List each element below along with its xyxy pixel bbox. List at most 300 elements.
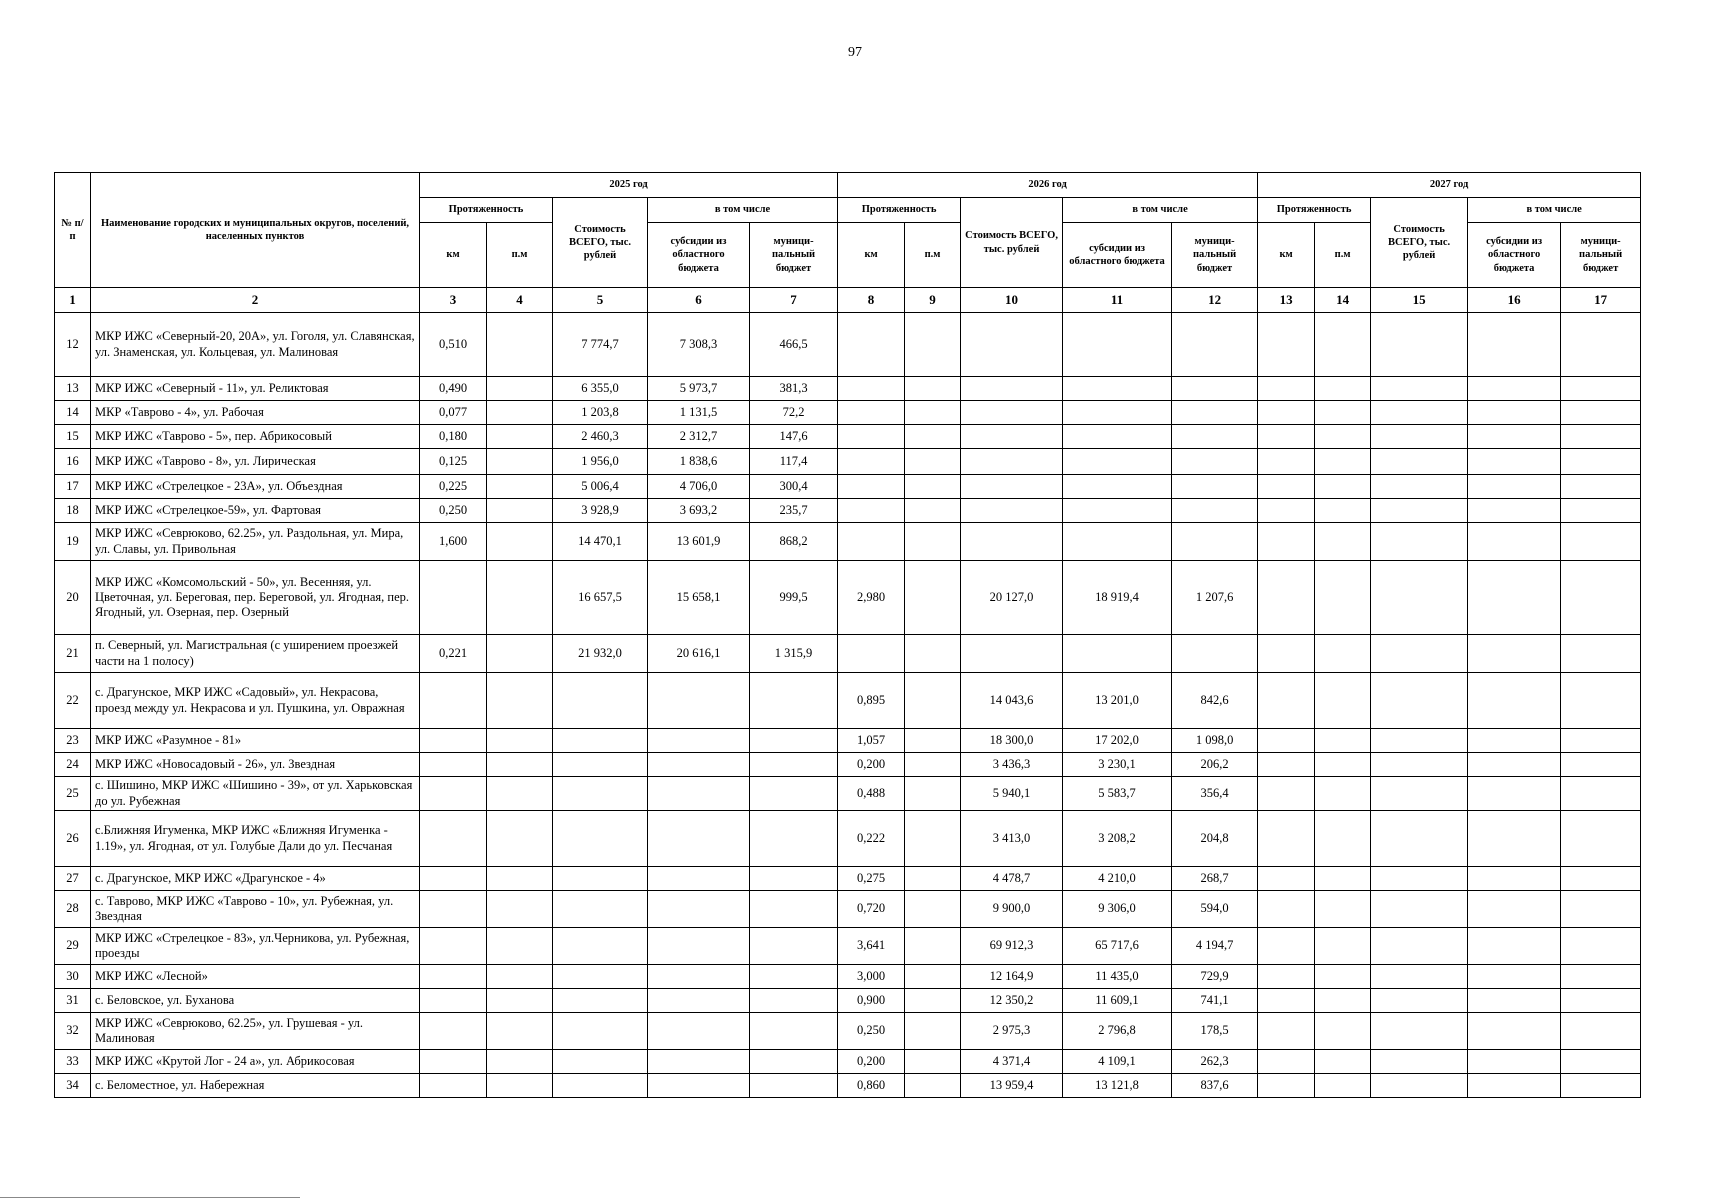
row-value: [1172, 401, 1258, 425]
row-value: 4 109,1: [1063, 1050, 1172, 1074]
row-value: 13 959,4: [961, 1074, 1063, 1098]
row-value: [553, 891, 648, 928]
row-number: 26: [55, 811, 91, 867]
row-value: [905, 989, 961, 1013]
row-value: 0,250: [420, 499, 487, 523]
row-value: [1561, 475, 1641, 499]
row-value: [1468, 1074, 1561, 1098]
row-value: [961, 313, 1063, 377]
row-value: 235,7: [750, 499, 838, 523]
row-value: [1468, 523, 1561, 561]
row-number: 34: [55, 1074, 91, 1098]
row-value: [1258, 1074, 1315, 1098]
row-value: [553, 867, 648, 891]
row-value: 7 308,3: [648, 313, 750, 377]
header-length-2025: Протяженность: [420, 198, 553, 223]
row-value: [420, 928, 487, 965]
row-value: [1468, 965, 1561, 989]
row-value: [1371, 811, 1468, 867]
row-value: [1315, 891, 1371, 928]
col-number: 7: [750, 288, 838, 313]
col-number: 13: [1258, 288, 1315, 313]
row-value: [1258, 425, 1315, 449]
row-value: [1371, 777, 1468, 811]
row-value: [1468, 777, 1561, 811]
table-row: [55, 811, 1641, 867]
row-value: [1258, 753, 1315, 777]
table-row: [55, 449, 1641, 475]
row-value: [1561, 777, 1641, 811]
row-name: с. Драгунское, МКР ИЖС «Драгунское - 4»: [91, 867, 420, 891]
row-value: [420, 1050, 487, 1074]
row-value: [1561, 673, 1641, 729]
row-value: [961, 401, 1063, 425]
table-row: [55, 867, 1641, 891]
row-value: [1063, 475, 1172, 499]
row-value: [1371, 377, 1468, 401]
row-value: [961, 499, 1063, 523]
row-value: [1561, 401, 1641, 425]
row-value: [487, 1074, 553, 1098]
table-row: [55, 1013, 1641, 1050]
row-value: 0,488: [838, 777, 905, 811]
row-name: МКР ИЖС «Новосадовый - 26», ул. Звездная: [91, 753, 420, 777]
row-value: [487, 425, 553, 449]
row-value: 0,222: [838, 811, 905, 867]
row-value: [1371, 561, 1468, 635]
row-value: [1315, 425, 1371, 449]
table-row: [55, 965, 1641, 989]
row-value: [648, 777, 750, 811]
row-value: 4 478,7: [961, 867, 1063, 891]
row-value: [1258, 523, 1315, 561]
row-value: [838, 401, 905, 425]
table-row: [55, 561, 1641, 635]
row-value: 12 164,9: [961, 965, 1063, 989]
row-name: МКР ИЖС «Таврово - 5», пер. Абрикосовый: [91, 425, 420, 449]
row-value: 178,5: [1172, 1013, 1258, 1050]
row-value: [1371, 729, 1468, 753]
row-value: 0,200: [838, 753, 905, 777]
row-value: [905, 729, 961, 753]
table-row: [55, 377, 1641, 401]
row-value: [1258, 635, 1315, 673]
row-name: п. Северный, ул. Магистральная (с уширением проезжей части на 1 полосу): [91, 635, 420, 673]
row-value: 868,2: [750, 523, 838, 561]
row-value: [1371, 499, 1468, 523]
row-value: 0,077: [420, 401, 487, 425]
row-value: [1063, 499, 1172, 523]
row-value: 3 436,3: [961, 753, 1063, 777]
row-value: [648, 1050, 750, 1074]
page-number: 97: [848, 45, 862, 60]
row-value: [648, 989, 750, 1013]
row-value: [487, 499, 553, 523]
row-value: [905, 499, 961, 523]
row-value: [1315, 965, 1371, 989]
col-number: 8: [838, 288, 905, 313]
row-value: [1315, 401, 1371, 425]
row-value: [1561, 965, 1641, 989]
row-value: 13 601,9: [648, 523, 750, 561]
row-value: [1371, 313, 1468, 377]
row-value: 3 208,2: [1063, 811, 1172, 867]
row-value: 147,6: [750, 425, 838, 449]
row-value: [487, 928, 553, 965]
header-cost-2026: Стоимость ВСЕГО, тыс. рублей: [961, 198, 1063, 288]
row-value: [553, 777, 648, 811]
row-value: [1561, 1074, 1641, 1098]
row-value: 4 371,4: [961, 1050, 1063, 1074]
row-value: [1172, 313, 1258, 377]
row-value: [1371, 475, 1468, 499]
row-value: 9 900,0: [961, 891, 1063, 928]
row-value: [553, 811, 648, 867]
row-value: [553, 928, 648, 965]
row-value: 0,275: [838, 867, 905, 891]
row-value: [1468, 989, 1561, 1013]
row-value: [1315, 673, 1371, 729]
col-number: 10: [961, 288, 1063, 313]
row-value: [961, 425, 1063, 449]
row-number: 23: [55, 729, 91, 753]
row-value: [648, 928, 750, 965]
row-value: 0,180: [420, 425, 487, 449]
table-row: [55, 673, 1641, 729]
row-value: [1172, 635, 1258, 673]
row-number: 28: [55, 891, 91, 928]
row-value: [905, 811, 961, 867]
col-number: 17: [1561, 288, 1641, 313]
row-value: [905, 928, 961, 965]
row-value: [487, 523, 553, 561]
row-value: 1 315,9: [750, 635, 838, 673]
row-value: [420, 867, 487, 891]
row-value: 1 131,5: [648, 401, 750, 425]
row-value: [1063, 635, 1172, 673]
header-km-2026: км: [838, 223, 905, 288]
row-value: 7 774,7: [553, 313, 648, 377]
row-value: [553, 753, 648, 777]
row-value: [1371, 449, 1468, 475]
table-row: [55, 989, 1641, 1013]
row-value: 5 940,1: [961, 777, 1063, 811]
row-name: МКР ИЖС «Стрелецкое-59», ул. Фартовая: [91, 499, 420, 523]
row-value: [487, 989, 553, 1013]
row-value: [905, 313, 961, 377]
row-value: [905, 777, 961, 811]
row-value: [1468, 867, 1561, 891]
row-value: [750, 811, 838, 867]
row-value: [750, 753, 838, 777]
row-value: [838, 449, 905, 475]
row-value: [1315, 561, 1371, 635]
row-name: с. Драгунское, МКР ИЖС «Садовый», ул. Некрасова, проезд между ул. Некрасова и ул. Пушкина, ул. Овражная: [91, 673, 420, 729]
row-value: [1258, 891, 1315, 928]
row-value: 11 435,0: [1063, 965, 1172, 989]
row-value: [648, 891, 750, 928]
row-number: 12: [55, 313, 91, 377]
row-number: 32: [55, 1013, 91, 1050]
row-value: [1371, 401, 1468, 425]
row-value: 0,900: [838, 989, 905, 1013]
row-name: МКР ИЖС «Комсомольский - 50», ул. Весенняя, ул. Цветочная, ул. Береговая, пер. Береговой, ул. Ягодная, пер. Ягодный, ул. Озерная, пер. Озерный: [91, 561, 420, 635]
row-value: [905, 1074, 961, 1098]
row-value: [1258, 499, 1315, 523]
row-name: МКР ИЖС «Стрелецкое - 83», ул.Черникова, ул. Рубежная, проезды: [91, 928, 420, 965]
header-year-2025: 2025 год: [420, 173, 838, 198]
row-value: 2 796,8: [1063, 1013, 1172, 1050]
row-value: [905, 425, 961, 449]
row-value: 381,3: [750, 377, 838, 401]
row-value: 17 202,0: [1063, 729, 1172, 753]
row-value: [487, 635, 553, 673]
row-name: с. Беломестное, ул. Набережная: [91, 1074, 420, 1098]
header-cost-2025: Стоимость ВСЕГО, тыс. рублей: [553, 198, 648, 288]
row-value: [1172, 425, 1258, 449]
row-value: 0,860: [838, 1074, 905, 1098]
table-row: [55, 777, 1641, 811]
row-value: [1561, 561, 1641, 635]
row-value: [1258, 989, 1315, 1013]
row-value: [648, 965, 750, 989]
row-value: [1561, 523, 1641, 561]
row-value: [487, 401, 553, 425]
row-value: [1315, 1050, 1371, 1074]
row-value: 1,057: [838, 729, 905, 753]
row-value: 204,8: [1172, 811, 1258, 867]
row-value: [420, 965, 487, 989]
row-value: [487, 753, 553, 777]
header-name: Наименование городских и муниципальных округов, поселений, населенных пунктов: [91, 173, 420, 288]
row-value: 21 932,0: [553, 635, 648, 673]
table-row: [55, 753, 1641, 777]
row-value: [1371, 965, 1468, 989]
row-value: [1468, 425, 1561, 449]
row-value: [961, 475, 1063, 499]
row-value: 837,6: [1172, 1074, 1258, 1098]
header-km-2025: км: [420, 223, 487, 288]
row-value: [1468, 811, 1561, 867]
col-number: 15: [1371, 288, 1468, 313]
row-value: [1315, 928, 1371, 965]
row-value: [1371, 867, 1468, 891]
header-length-2027: Протяженность: [1258, 198, 1371, 223]
row-value: [1258, 1050, 1315, 1074]
row-value: [1258, 729, 1315, 753]
row-value: 0,200: [838, 1050, 905, 1074]
row-value: 206,2: [1172, 753, 1258, 777]
row-value: [553, 729, 648, 753]
row-value: [750, 729, 838, 753]
row-value: [1561, 729, 1641, 753]
row-value: [1468, 1013, 1561, 1050]
row-value: [1371, 1074, 1468, 1098]
row-value: 4 210,0: [1063, 867, 1172, 891]
row-value: 999,5: [750, 561, 838, 635]
row-value: 14 043,6: [961, 673, 1063, 729]
row-value: 1 203,8: [553, 401, 648, 425]
row-value: [1468, 449, 1561, 475]
header-pm-2027: п.м: [1315, 223, 1371, 288]
header-subsidy-2027: субсидии из областного бюджета: [1468, 223, 1561, 288]
row-value: 1 956,0: [553, 449, 648, 475]
row-value: 0,490: [420, 377, 487, 401]
row-value: [1561, 449, 1641, 475]
row-value: [420, 753, 487, 777]
row-value: [750, 673, 838, 729]
row-value: 2 460,3: [553, 425, 648, 449]
row-value: [648, 867, 750, 891]
row-value: [648, 1013, 750, 1050]
row-value: [1315, 475, 1371, 499]
row-value: [1315, 313, 1371, 377]
row-value: [1371, 753, 1468, 777]
row-value: [1468, 1050, 1561, 1074]
table-row: [55, 1050, 1641, 1074]
row-value: [1063, 523, 1172, 561]
header-subsidy-2026: субсидии из областного бюджета: [1063, 223, 1172, 288]
row-value: [487, 377, 553, 401]
row-value: [905, 561, 961, 635]
row-value: [1371, 425, 1468, 449]
row-value: 0,895: [838, 673, 905, 729]
row-name: МКР «Таврово - 4», ул. Рабочая: [91, 401, 420, 425]
row-value: [420, 1013, 487, 1050]
row-value: [487, 475, 553, 499]
row-value: [905, 635, 961, 673]
row-number: 25: [55, 777, 91, 811]
column-number-row: [55, 288, 1641, 313]
header-no: № п/п: [55, 173, 91, 288]
row-name: МКР ИЖС «Севрюково, 62.25», ул. Грушевая - ул. Малиновая: [91, 1013, 420, 1050]
row-value: [1063, 313, 1172, 377]
row-value: [420, 729, 487, 753]
row-value: [838, 523, 905, 561]
row-value: [420, 673, 487, 729]
row-value: 6 355,0: [553, 377, 648, 401]
row-value: [1561, 425, 1641, 449]
row-value: 594,0: [1172, 891, 1258, 928]
row-value: [1371, 928, 1468, 965]
row-value: [905, 523, 961, 561]
col-number: 5: [553, 288, 648, 313]
row-value: 3 230,1: [1063, 753, 1172, 777]
row-value: 4 194,7: [1172, 928, 1258, 965]
table-row: [55, 401, 1641, 425]
row-value: [1315, 1013, 1371, 1050]
col-number: 6: [648, 288, 750, 313]
row-value: [1371, 635, 1468, 673]
row-value: [1561, 989, 1641, 1013]
row-value: [1561, 635, 1641, 673]
row-value: [1315, 1074, 1371, 1098]
row-value: [1315, 523, 1371, 561]
row-value: [1561, 891, 1641, 928]
row-value: [750, 1050, 838, 1074]
row-value: [1172, 475, 1258, 499]
row-value: [487, 1013, 553, 1050]
row-value: [420, 811, 487, 867]
row-value: 0,221: [420, 635, 487, 673]
row-value: 9 306,0: [1063, 891, 1172, 928]
row-value: [1172, 523, 1258, 561]
header-year-2026: 2026 год: [838, 173, 1258, 198]
row-number: 17: [55, 475, 91, 499]
table-row: [55, 313, 1641, 377]
row-name: МКР ИЖС «Лесной»: [91, 965, 420, 989]
table-row: [55, 1074, 1641, 1098]
row-value: [1258, 1013, 1315, 1050]
row-value: [905, 401, 961, 425]
row-name: МКР ИЖС «Крутой Лог - 24 а», ул. Абрикосовая: [91, 1050, 420, 1074]
table-row: [55, 928, 1641, 965]
row-value: [1371, 1013, 1468, 1050]
row-value: 5 006,4: [553, 475, 648, 499]
row-value: [905, 891, 961, 928]
row-number: 21: [55, 635, 91, 673]
header-municipal-2025: муници-пальный бюджет: [750, 223, 838, 288]
col-number: 4: [487, 288, 553, 313]
row-value: [553, 989, 648, 1013]
row-number: 16: [55, 449, 91, 475]
row-number: 18: [55, 499, 91, 523]
row-value: [838, 377, 905, 401]
row-value: 117,4: [750, 449, 838, 475]
row-value: 3 693,2: [648, 499, 750, 523]
row-value: [420, 561, 487, 635]
row-value: [1561, 1050, 1641, 1074]
row-value: 0,720: [838, 891, 905, 928]
row-value: [750, 891, 838, 928]
row-value: 18 300,0: [961, 729, 1063, 753]
row-value: [1258, 811, 1315, 867]
table-row: [55, 729, 1641, 753]
row-number: 30: [55, 965, 91, 989]
row-value: 12 350,2: [961, 989, 1063, 1013]
row-value: [648, 1074, 750, 1098]
row-value: [1315, 753, 1371, 777]
row-value: [1561, 499, 1641, 523]
row-value: 4 706,0: [648, 475, 750, 499]
row-value: 842,6: [1172, 673, 1258, 729]
row-value: [750, 1013, 838, 1050]
row-value: 0,225: [420, 475, 487, 499]
row-value: [1172, 377, 1258, 401]
row-value: [905, 1013, 961, 1050]
row-value: 5 583,7: [1063, 777, 1172, 811]
row-value: 0,125: [420, 449, 487, 475]
row-value: [905, 377, 961, 401]
row-value: [553, 1050, 648, 1074]
row-value: [1468, 753, 1561, 777]
row-value: 15 658,1: [648, 561, 750, 635]
row-value: [420, 891, 487, 928]
row-value: [750, 1074, 838, 1098]
row-value: [905, 965, 961, 989]
row-number: 13: [55, 377, 91, 401]
row-value: [905, 867, 961, 891]
row-value: [838, 475, 905, 499]
col-number: 2: [91, 288, 420, 313]
row-value: 466,5: [750, 313, 838, 377]
row-value: [961, 523, 1063, 561]
row-name: с. Беловское, ул. Буханова: [91, 989, 420, 1013]
row-value: [1561, 377, 1641, 401]
row-value: [1371, 891, 1468, 928]
row-name: с. Таврово, МКР ИЖС «Таврово - 10», ул. Рубежная, ул. Звездная: [91, 891, 420, 928]
row-value: [1315, 729, 1371, 753]
